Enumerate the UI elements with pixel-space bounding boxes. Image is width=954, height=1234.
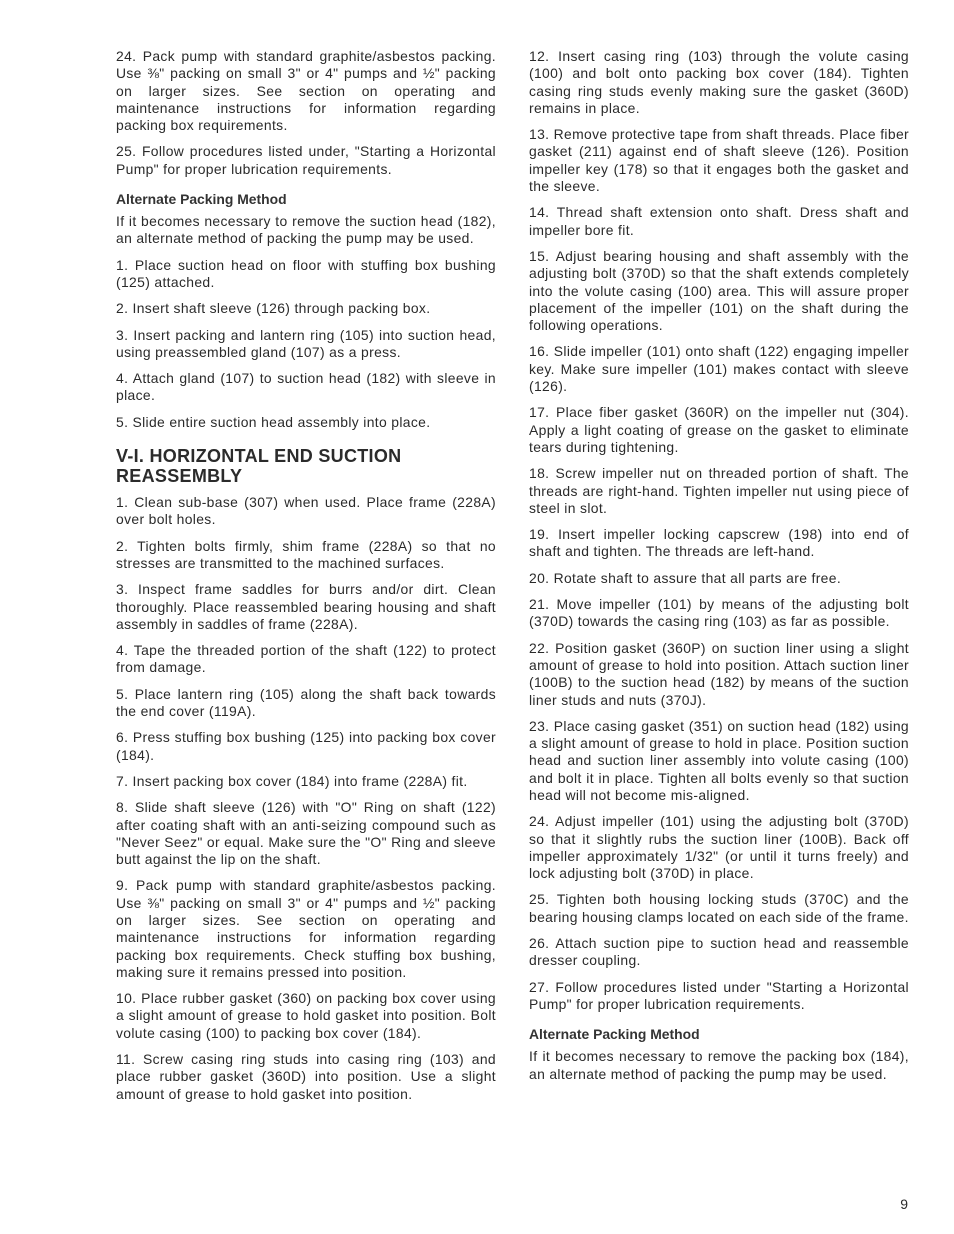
reassembly-step-18: 18. Screw impeller nut on threaded portion of shaft. The threads are right-hand. Tighten impeller nut using piece of steel in slot.	[529, 465, 909, 516]
reassembly-step-17: 17. Place fiber gasket (360R) on the impeller nut (304). Apply a light coating of grease on the gasket to eliminate tears during tightening.	[529, 404, 909, 455]
alternate-packing-heading: Alternate Packing Method	[116, 191, 287, 208]
step-25-lubrication: 25. Follow procedures listed under, "Starting a Horizontal Pump" for proper lubrication requirements.	[116, 143, 496, 177]
reassembly-step-13: 13. Remove protective tape from shaft threads. Place fiber gasket (211) against end of shaft sleeve (126). Position impeller key (178) so that it engages both the gasket and the sleeve.	[529, 126, 909, 195]
alternate-step-3: 3. Insert packing and lantern ring (105) into suction head, using preassembled gland (107) as a press.	[116, 326, 496, 360]
section-title: V-I. HORIZONTAL END SUCTION REASSEMBLY	[116, 446, 402, 487]
alternate-packing-heading-2: Alternate Packing Method	[529, 1026, 700, 1043]
alternate-step-1: 1. Place suction head on floor with stuffing box bushing (125) attached.	[116, 256, 496, 290]
reassembly-step-3: 3. Inspect frame saddles for burrs and/or dirt. Clean thoroughly. Place reassembled bearing housing and shaft assembly in saddles of frame (228A).	[116, 581, 496, 632]
reassembly-step-12: 12. Insert casing ring (103) through the volute casing (100) and bolt onto packing box cover (184). Tighten casing ring studs evenly making sure the gasket (360D) remains in place.	[529, 48, 909, 116]
reassembly-step-7: 7. Insert packing box cover (184) into frame (228A) fit.	[116, 772, 468, 789]
reassembly-step-20: 20. Rotate shaft to assure that all parts are free.	[529, 569, 842, 586]
reassembly-step-11: 11. Screw casing ring studs into casing ring (103) and place rubber gasket (360D) into position. Use a slight amount of grease to hold gasket into position.	[116, 1051, 496, 1102]
reassembly-step-21: 21. Move impeller (101) by means of the adjusting bolt (370D) towards the casing ring (103) as far as possible.	[529, 596, 909, 630]
reassembly-step-4: 4. Tape the threaded portion of the shaft (122) to protect from damage.	[116, 642, 496, 676]
reassembly-step-27: 27. Follow procedures listed under "Starting a Horizontal Pump" for proper lubrication requirements.	[529, 978, 909, 1012]
reassembly-step-9: 9. Pack pump with standard graphite/asbestos packing. Use ⅜" packing on small 3" or 4" pumps and ½" packing on larger sizes. See section on operating and maintenance instructions for information regarding packing box requirements. Check stuffing box bushing, making sure it remains pressed into position.	[116, 877, 496, 980]
alternate-step-5: 5. Slide entire suction head assembly into place.	[116, 413, 431, 430]
reassembly-step-15: 15. Adjust bearing housing and shaft assembly with the adjusting bolt (370D) so that the shaft extends completely into the volute casing (100) area. This will assure proper placement of the impeller (101) on the shaft during the following operations.	[529, 247, 909, 334]
reassembly-step-2: 2. Tighten bolts firmly, shim frame (228A) so that no stresses are transmitted to the machined surfaces.	[116, 537, 496, 571]
reassembly-step-16: 16. Slide impeller (101) onto shaft (122) engaging impeller key. Make sure impeller (101) makes contact with sleeve (126).	[529, 343, 909, 395]
reassembly-step-26: 26. Attach suction pipe to suction head and reassemble dresser coupling.	[529, 935, 909, 969]
reassembly-step-25: 25. Tighten both housing locking studs (370C) and the bearing housing clamps located on each side of the frame.	[529, 891, 909, 925]
reassembly-step-10: 10. Place rubber gasket (360) on packing box cover using a slight amount of grease to hold gasket into position. Bolt volute casing (100) to packing box cover (184).	[116, 990, 496, 1041]
alternate-step-4: 4. Attach gland (107) to suction head (182) with sleeve in place.	[116, 370, 496, 404]
page-number: 9	[900, 1196, 908, 1212]
reassembly-step-14: 14. Thread shaft extension onto shaft. Dress shaft and impeller bore fit.	[529, 204, 909, 238]
reassembly-step-19: 19. Insert impeller locking capscrew (198) into end of shaft and tighten. The threads are left-hand.	[529, 526, 909, 560]
alternate-intro-2: If it becomes necessary to remove the packing box (184), an alternate method of packing the pump may be used.	[529, 1048, 909, 1082]
alternate-intro: If it becomes necessary to remove the suction head (182), an alternate method of packing the pump may be used.	[116, 213, 496, 247]
right-column	[529, 48, 909, 1092]
reassembly-step-24: 24. Adjust impeller (101) using the adjusting bolt (370D) so that it slightly rubs the suction liner (100B). Back off impeller approximately 1/32" (or until it turns freely) and lock adjusting bolt (370D) in place.	[529, 813, 909, 882]
reassembly-step-22: 22. Position gasket (360P) on suction liner using a slight amount of grease to hold into position. Attach suction liner (100B) to the suction head (182) by means of the suction liner studs and nuts (370J).	[529, 639, 909, 708]
reassembly-step-1: 1. Clean sub-base (307) when used. Place frame (228A) over bolt holes.	[116, 494, 496, 528]
step-24-pack-pump: 24. Pack pump with standard graphite/asbestos packing. Use ⅜" packing on small 3" or 4" pumps and ½" packing on larger sizes. See section on operating and maintenance instructions for information regarding packing box requirements.	[116, 48, 496, 134]
reassembly-step-6: 6. Press stuffing box bushing (125) into packing box cover (184).	[116, 729, 496, 763]
reassembly-step-5: 5. Place lantern ring (105) along the shaft back towards the end cover (119A).	[116, 685, 496, 720]
alternate-step-2: 2. Insert shaft sleeve (126) through packing box.	[116, 300, 431, 317]
reassembly-step-23: 23. Place casing gasket (351) on suction head (182) using a slight amount of grease to hold in place. Position suction head and suction liner assembly into volute casing (100) and bolt it in place. Tighten all bolts evenly so that suction head will not become mis-aligned.	[529, 717, 909, 803]
left-column	[116, 48, 496, 1112]
reassembly-step-8: 8. Slide shaft sleeve (126) with "O" Ring on shaft (122) after coating shaft with an anti-seizing compound such as "Never Seez" or equal. Make sure the "O" Ring and sleeve butt against the lip on the shaft.	[116, 799, 496, 868]
